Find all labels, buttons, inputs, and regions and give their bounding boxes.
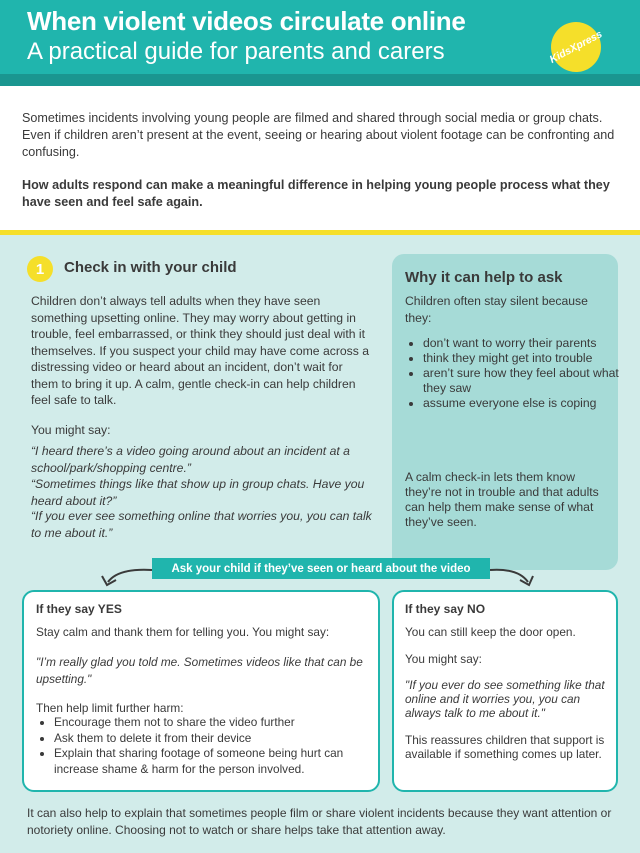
yes-box (22, 590, 380, 792)
no-box-line1: You can still keep the door open. (405, 625, 576, 639)
list-item: • assume everyone else is coping (423, 396, 623, 411)
page-title: When violent videos circulate online (27, 6, 466, 36)
question-banner: Ask your child if they’ve seen or heard about the video (152, 558, 490, 579)
list-item: • don’t want to worry their parents (423, 336, 623, 351)
no-box-quote: "If you ever do see something like that online and it worries you, you can always talk to me about it." (405, 678, 605, 720)
header-banner (0, 0, 640, 86)
page-subtitle: A practical guide for parents and carers (27, 38, 445, 65)
section-body: Children don’t always tell adults when they have seen something upsetting online. They may worry about getting in trouble, feel embarrassed, or think they should just deal with it themselves. If you suspect your child may have come across a distressing video or heard about an incident, don’t wait for them to bring it up. A calm, gentle check-in can help children feel safe to talk. (31, 294, 370, 407)
why-box-intro: Children often stay silent because they: (405, 294, 588, 325)
yes-box-list (36, 715, 369, 777)
intro-panel (0, 86, 640, 230)
no-box-outro: This reassures children that support is available if something comes up later. (405, 733, 605, 761)
footer-paragraph: It can also help to explain that sometimes people film or share violent incidents because they want attention or notoriety online. Choosing not to watch or share helps take that attention away. (27, 806, 612, 837)
brand-logo (542, 13, 610, 81)
intro-bold-paragraph: How adults respond can make a meaningful difference in helping young people process what they have seen and feel safe again. (22, 178, 610, 209)
yes-box-then: Then help limit further harm: (36, 701, 184, 715)
step-number-badge: 1 (27, 256, 53, 282)
list-item: • Explain that sharing footage of someone being hurt can increase shame & harm for the person involved. (54, 746, 369, 777)
why-box-list (405, 336, 623, 411)
quote-1: “I heard there’s a video going around about an incident at a school/park/shopping centre.” (31, 444, 350, 475)
quote-2: “Sometimes things like that show up in group chats. Have you heard about it?” (31, 477, 365, 508)
quote-3: “If you ever see something online that worries you, you can talk to me about it.” (31, 509, 372, 540)
list-item: • think they might get into trouble (423, 351, 623, 366)
list-item: • Ask them to delete it from their device (54, 731, 369, 747)
no-box (392, 590, 618, 792)
yes-box-line1: Stay calm and thank them for telling you. You might say: (36, 625, 330, 639)
intro-paragraph: Sometimes incidents involving young people are filmed and shared through social media or group chats. Even if children aren’t present at the event, seeing or hearing about violent footage can be confronting and confusing. (22, 111, 615, 159)
logo-text: KidsXpress (547, 28, 605, 66)
section-title: Check in with your child (64, 259, 237, 276)
you-might-say-label: You might say: (31, 423, 111, 437)
why-it-helps-box (392, 254, 618, 570)
header-shadow-stripe (0, 74, 640, 86)
section-divider (0, 230, 640, 235)
list-item: • aren’t sure how they feel about what they saw (423, 366, 623, 396)
why-box-outro: A calm check-in lets them know they’re not in trouble and that adults can help them make sense of what they’ve seen. (405, 470, 599, 529)
no-box-line2: You might say: (405, 652, 482, 666)
yes-box-title: If they say YES (36, 602, 122, 616)
no-box-title: If they say NO (405, 602, 486, 616)
yes-box-quote: "I’m really glad you told me. Sometimes videos like that can be upsetting." (36, 655, 363, 686)
why-box-title: Why it can help to ask (405, 269, 563, 286)
list-item: • Encourage them not to share the video further (54, 715, 369, 731)
